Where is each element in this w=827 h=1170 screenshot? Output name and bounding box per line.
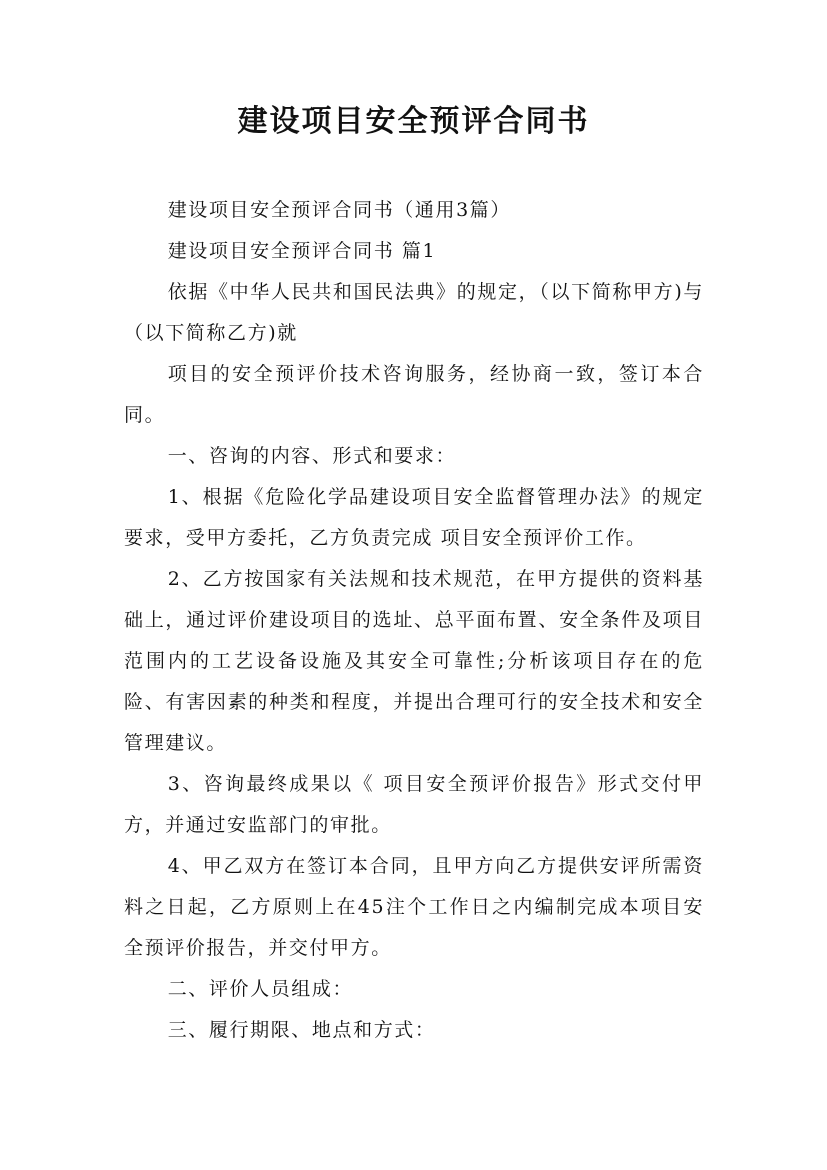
paragraph-heading-term: 三、履行期限、地点和方式： [167, 1019, 436, 1041]
paragraph-item-1: 1、根据《危险化学品建设项目安全监督管理办法》的规定要求，受甲方委托，乙方负责完成 项目安全预评价工作。 [124, 486, 704, 549]
paragraph-item-3: 3、咨询最终成果以《 项目安全预评价报告》形式交付甲方，并通过安监部门的审批。 [124, 773, 704, 836]
paragraph-section-heading: 建设项目安全预评合同书 篇1 [167, 240, 437, 262]
document-title: 建设项目安全预评合同书 [237, 104, 590, 139]
paragraph-item-2: 2、乙方按国家有关法规和技术规范，在甲方提供的资料基础上，通过评价建设项目的选址、总平面布置、安全条件及项目范围内的工艺设备设施及其安全可靠性;分析该项目存在的危险、有害因素的种类和程度，并提出合理可行的安全技术和安全管理建议。 [124, 568, 704, 754]
paragraph-heading-consult-content: 一、咨询的内容、形式和要求： [167, 445, 457, 467]
paragraph-heading-personnel: 二、评价人员组成： [167, 978, 354, 1000]
paragraph-subtitle: 建设项目安全预评合同书（通用3篇） [167, 199, 511, 221]
paragraph-basis: 依据《中华人民共和国民法典》的规定，（以下简称甲方)与（以下简称乙方)就 [124, 281, 704, 344]
document-body [124, 190, 704, 1051]
paragraph-consult-service: 项目的安全预评价技术咨询服务，经协商一致，签订本合同。 [124, 363, 704, 426]
paragraph-item-4: 4、甲乙双方在签订本合同，且甲方向乙方提供安评所需资料之日起，乙方原则上在45注个工作日之内编制完成本项目安全预评价报告，并交付甲方。 [124, 855, 704, 959]
